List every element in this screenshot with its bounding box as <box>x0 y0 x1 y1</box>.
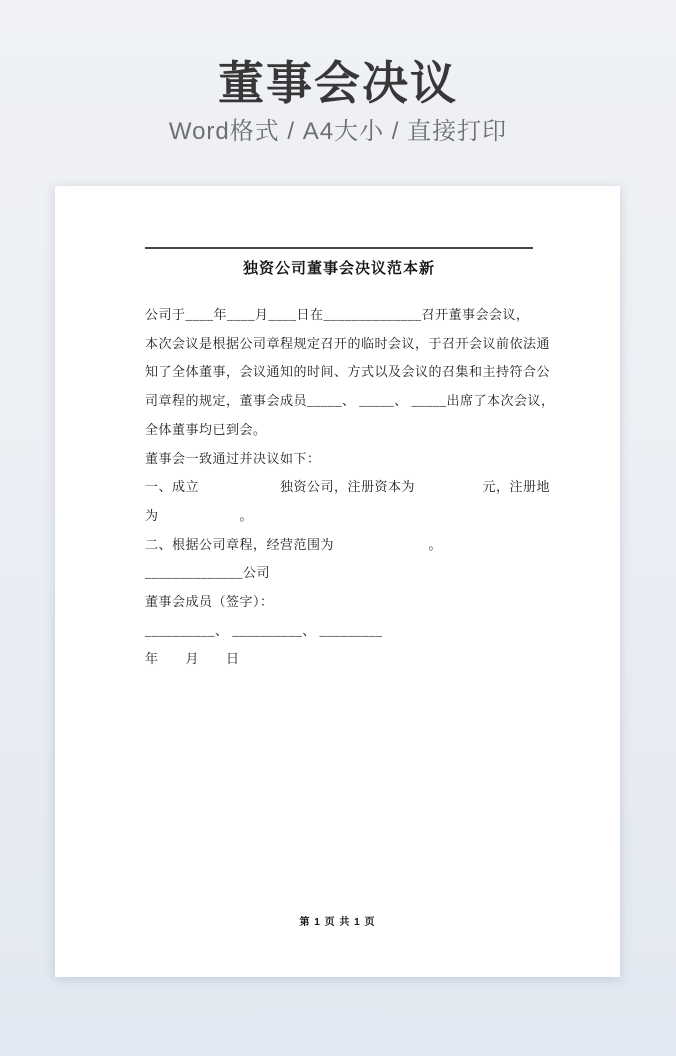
document-title: 独资公司董事会决议范本新 <box>242 261 435 277</box>
document-line: 知了全体董事，会议通知的时间、方式以及会议的召集和主持符合公 <box>145 364 551 380</box>
document-line: 年 月 日 <box>145 651 240 667</box>
page-header <box>0 56 676 146</box>
page-title: 董事会决议 <box>218 57 458 109</box>
document-header-rule <box>145 247 533 249</box>
page-subtitle: Word格式 / A4大小 / 直接打印 <box>168 118 508 145</box>
document-body <box>145 301 555 674</box>
document-line: 二、根据公司章程，经营范围为 。 <box>145 536 443 552</box>
document-line: 本次会议是根据公司章程规定召开的临时会议，于召开会议前依法通 <box>145 335 551 351</box>
document-line: 司章程的规定，董事会成员_____、 _____、 _____出席了本次会议， <box>145 393 555 409</box>
page-number-footer: 第 1 页 共 1 页 <box>299 917 376 928</box>
document-line: ______________公司 <box>145 565 271 581</box>
document-line: 为 。 <box>145 507 254 523</box>
document-line: 董事会成员（签字）： <box>145 594 274 610</box>
document-line: 董事会一致通过并决议如下： <box>145 450 321 466</box>
document-preview-page <box>55 186 620 977</box>
document-line: 公司于____年____月____日在______________召开董事会会议， <box>145 307 530 322</box>
document-line: 一、成立 独资公司，注册资本为 元，注册地 <box>145 479 551 495</box>
document-line: __________、 __________、 _________ <box>145 622 383 638</box>
document-line: 全体董事均已到会。 <box>145 421 267 437</box>
